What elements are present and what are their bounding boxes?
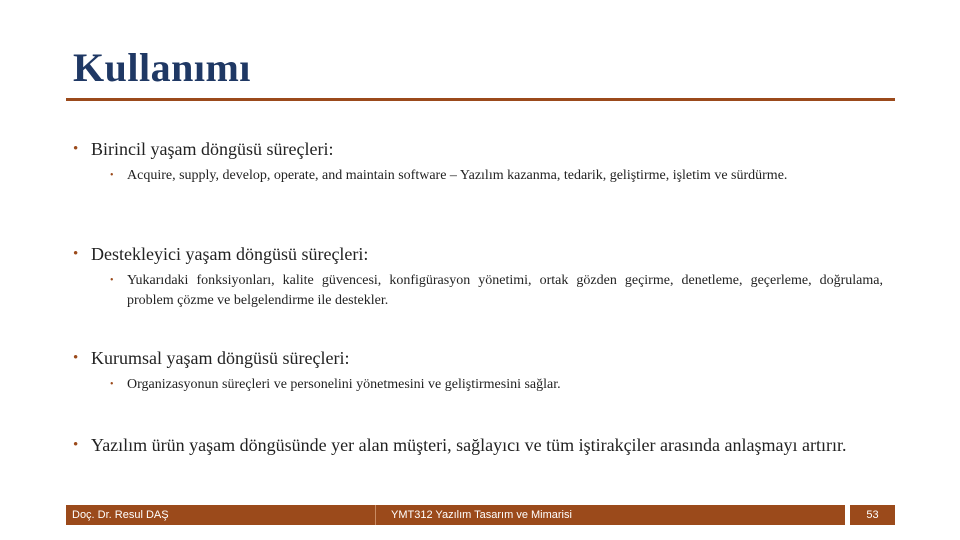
footer-course: YMT312 Yazılım Tasarım ve Mimarisi — [375, 505, 845, 525]
bullet-text: Yazılım ürün yaşam döngüsünde yer alan müşteri, sağlayıcı ve tüm iştirakçiler arasında anlaşmayı artırır. — [91, 435, 847, 455]
slide-title: Kullanımı — [73, 45, 251, 90]
sub-bullet-text: Yukarıdaki fonksiyonları, kalite güvencesi, konfigürasyon yönetimi, ortak gözden geçirme, denetleme, geçerleme, doğrulama, problem çözme ve belgelendirme ile destekler. — [127, 273, 883, 308]
bullet-item — [73, 346, 888, 370]
sub-bullet-icon: • — [110, 379, 114, 390]
sub-bullet-item — [110, 166, 883, 186]
bullet-item — [73, 433, 888, 457]
bullet-text: Kurumsal yaşam döngüsü süreçleri: — [91, 348, 350, 368]
bullet-icon: • — [73, 350, 79, 366]
bullet-icon: • — [73, 437, 79, 453]
page-number: 53 — [850, 505, 895, 525]
sub-bullet-item — [110, 375, 883, 395]
sub-bullet-item — [110, 271, 883, 311]
sub-bullet-text: Organizasyonun süreçleri ve personelini yönetmesini ve geliştirmesini sağlar. — [127, 377, 561, 392]
sub-bullet-text: Acquire, supply, develop, operate, and maintain software – Yazılım kazanma, tedarik, geliştirme, işletim ve sürdürme. — [127, 168, 788, 183]
bullet-text: Destekleyici yaşam döngüsü süreçleri: — [91, 244, 369, 264]
sub-bullet-icon: • — [110, 275, 114, 286]
bullet-icon: • — [73, 141, 79, 157]
bullet-icon: • — [73, 246, 79, 262]
bullet-item — [73, 242, 888, 266]
bullet-item — [73, 137, 888, 161]
sub-bullet-icon: • — [110, 170, 114, 181]
bullet-text: Birincil yaşam döngüsü süreçleri: — [91, 139, 334, 159]
title-underline — [66, 98, 895, 101]
footer-author: Doç. Dr. Resul DAŞ — [66, 505, 375, 525]
